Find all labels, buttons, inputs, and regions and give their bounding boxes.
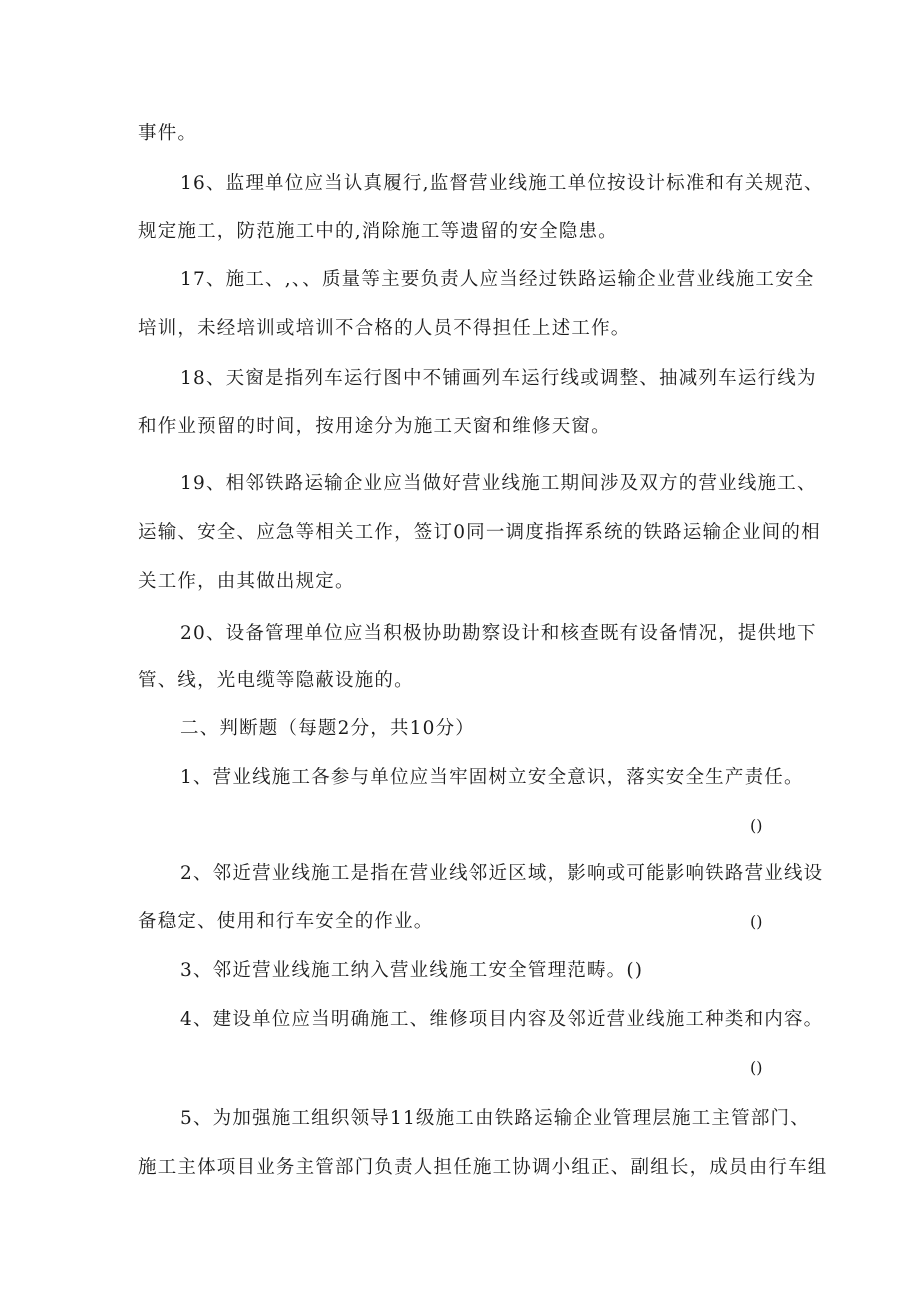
judge-question-3: 3、邻近营业线施工纳入营业线施工安全管理范畴。()	[180, 960, 644, 981]
text-line: 施工主体项目业务主管部门负责人担任施工协调小组正、副组长，成员由行车组	[138, 1157, 828, 1178]
text-line: 备稳定、使用和行车安全的作业。	[138, 911, 434, 932]
text-line: 运输、安全、应急等相关工作，签订0同一调度指挥系统的铁路运输企业间的相	[138, 522, 821, 543]
section-heading: 二、判断题（每题2分，共10分）	[180, 718, 476, 739]
judge-question-2: 2、邻近营业线施工是指在营业线邻近区域，影响或可能影响铁路营业线设	[180, 863, 824, 884]
judge-question-5: 5、为加强施工组织领导11级施工由铁路运输企业管理层施工主管部门、	[180, 1108, 810, 1129]
text-line: 关工作，由其做出规定。	[138, 571, 355, 592]
fill-question-19: 19、相邻铁路运输企业应当做好营业线施工期间涉及双方的营业线施工、	[180, 473, 817, 494]
fill-question-20: 20、设备管理单位应当积极协助勘察设计和核查既有设备情况，提供地下	[180, 623, 817, 644]
text-line: 规定施工，防范施工中的,消除施工等遗留的安全隐患。	[138, 221, 618, 242]
text-line: 管、线，光电缆等隐蔽设施的。	[138, 670, 414, 691]
text-line: 事件。	[138, 123, 198, 144]
judge-question-1: 1、营业线施工各参与单位应当牢固树立安全意识，落实安全生产责任。	[180, 767, 804, 788]
answer-parentheses: ()	[750, 816, 763, 835]
judge-question-4: 4、建设单位应当明确施工、维修项目内容及邻近营业线施工种类和内容。	[180, 1009, 824, 1030]
fill-question-16: 16、监理单位应当认真履行,监督营业线施工单位按设计标准和有关规范、	[180, 173, 824, 194]
text-line: 和作业预留的时间，按用途分为施工天窗和维修天窗。	[138, 416, 611, 437]
fill-question-18: 18、天窗是指列车运行图中不铺画列车运行线或调整、抽减列车运行线为	[180, 368, 817, 389]
text-line: 培训，未经培训或培训不合格的人员不得担任上述工作。	[138, 318, 631, 339]
fill-question-17: 17、施工、,、、质量等主要负责人应当经过铁路运输企业营业线施工安全	[180, 269, 815, 290]
answer-parentheses: ()	[750, 912, 763, 931]
answer-parentheses: ()	[750, 1058, 763, 1077]
